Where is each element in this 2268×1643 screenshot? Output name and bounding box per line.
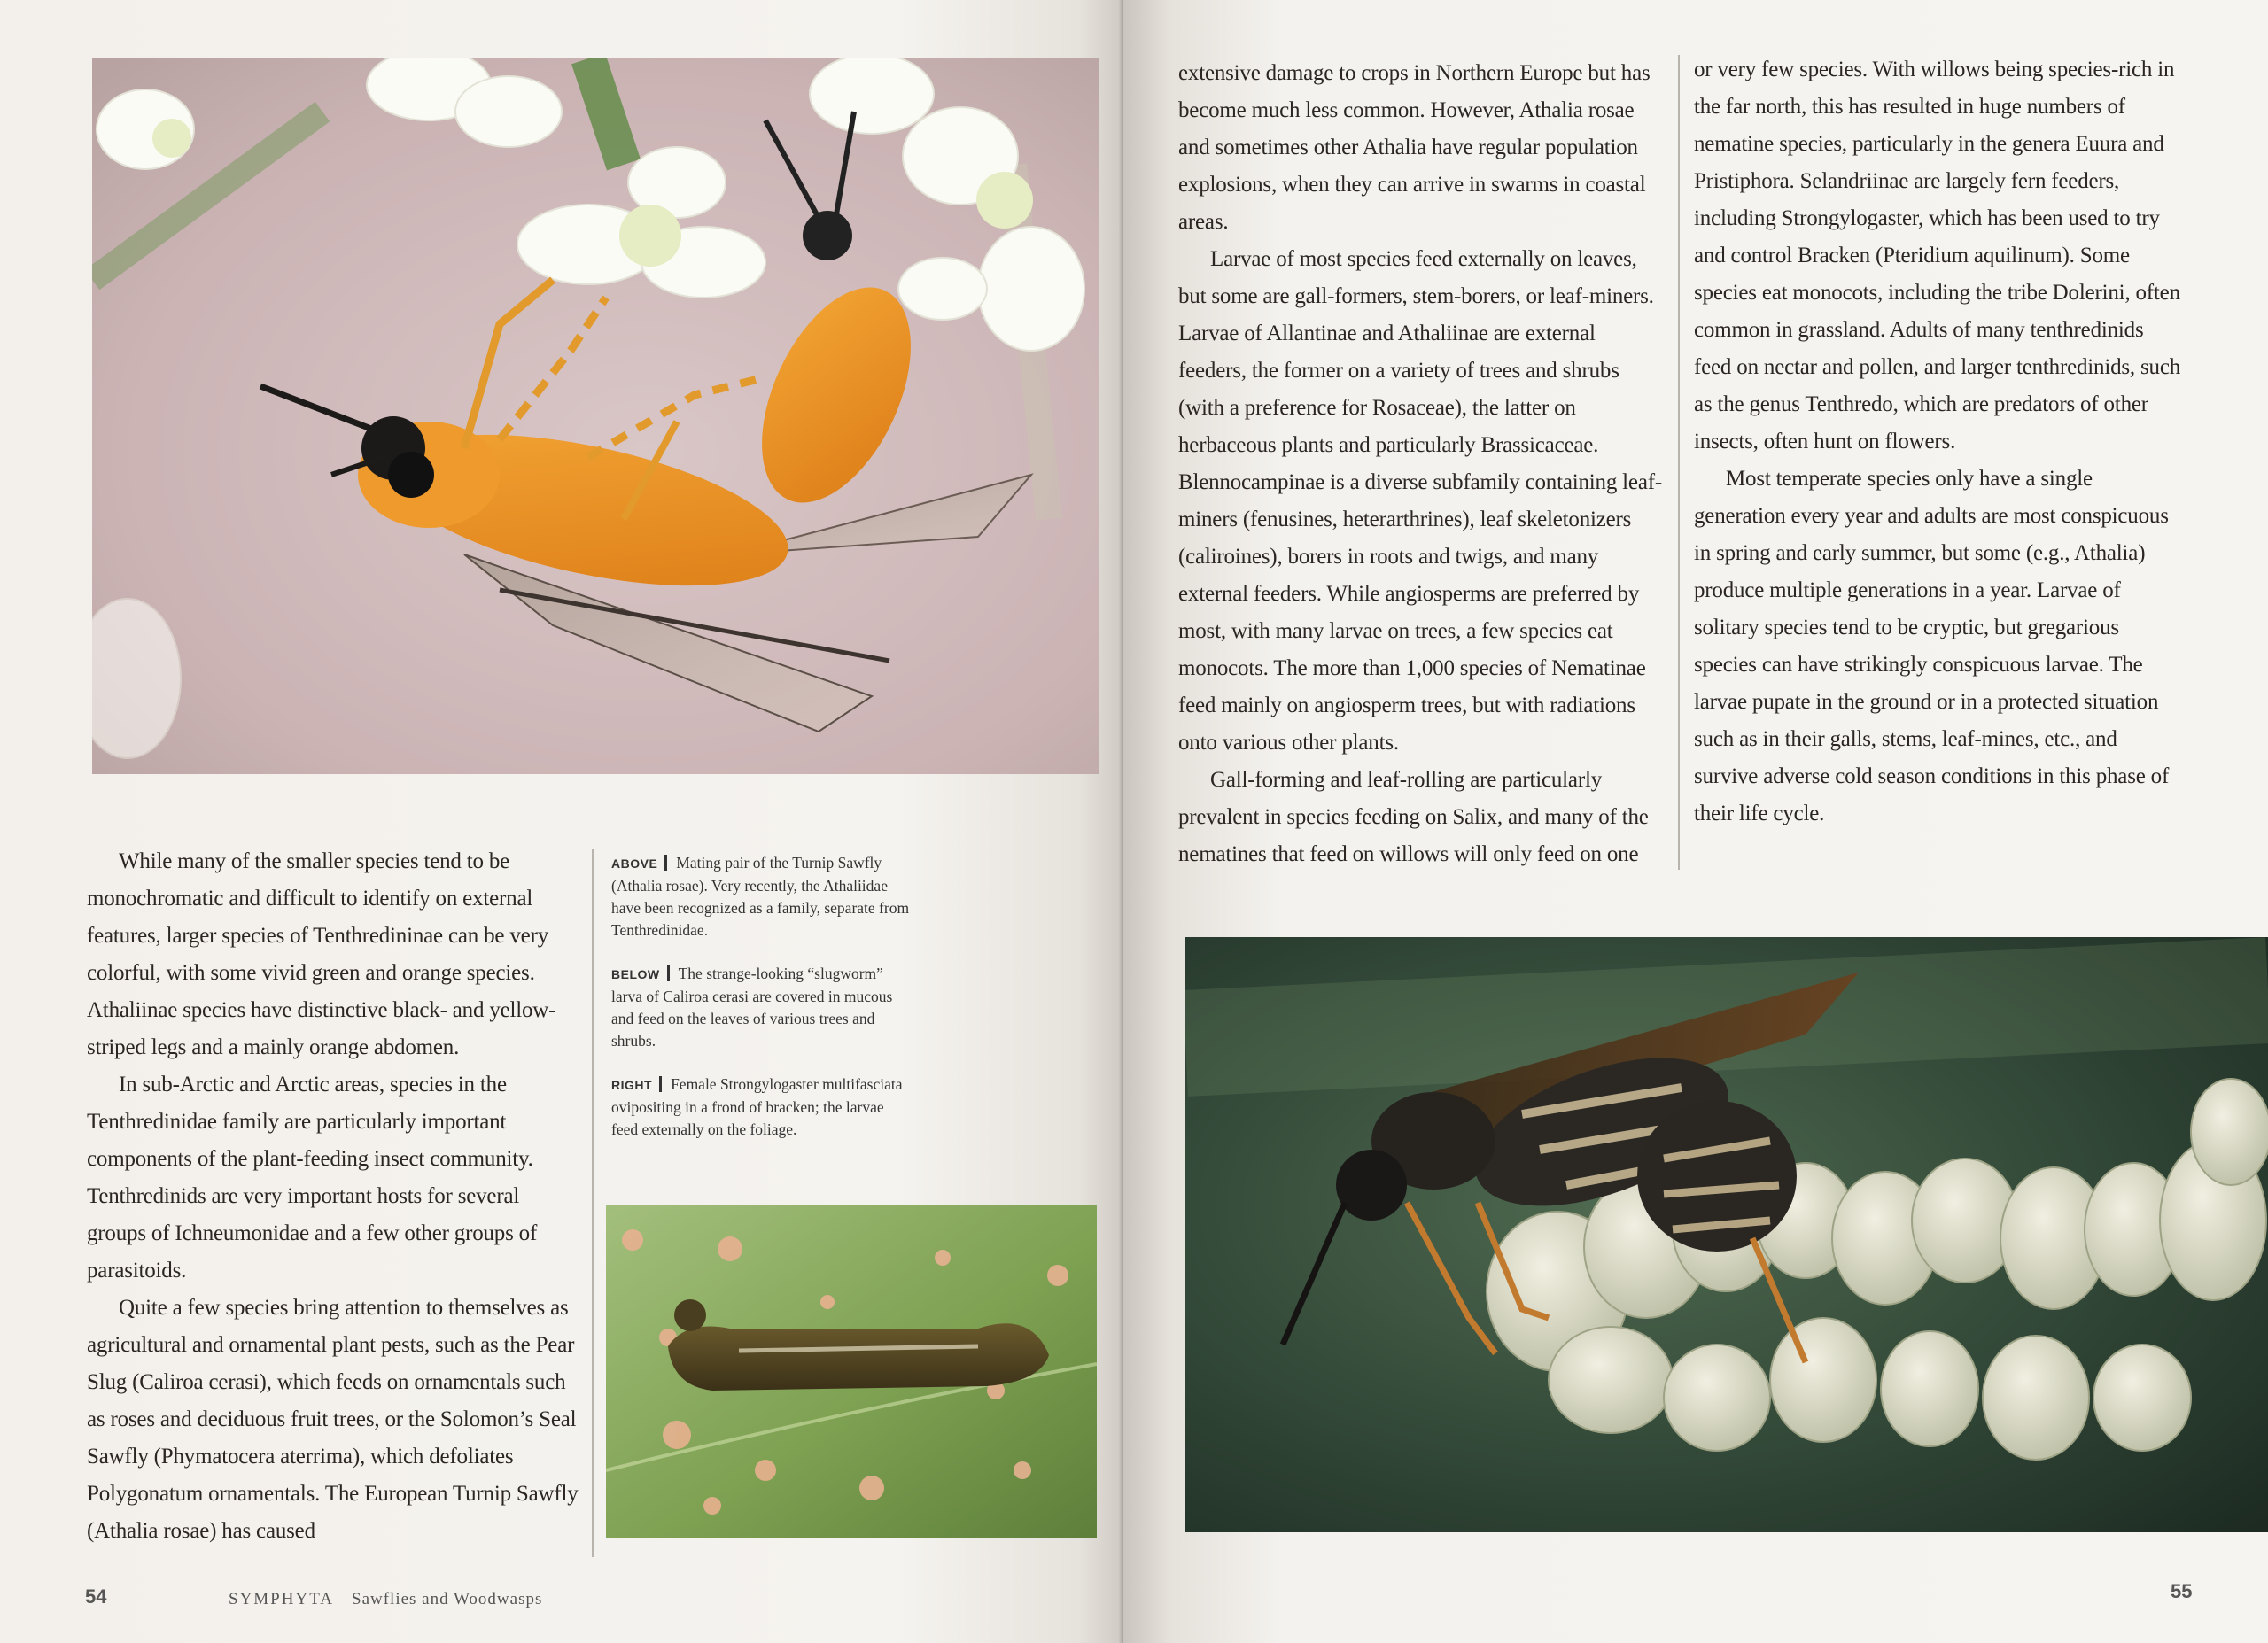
caption-right-label: RIGHT (611, 1078, 653, 1092)
photo-turnip-sawfly (92, 58, 1099, 774)
column-rule-left (592, 849, 594, 1557)
caption-divider (659, 1076, 662, 1092)
caption-below-label: BELOW (611, 967, 660, 981)
photo-strongylogaster (1185, 937, 2268, 1532)
photo-slugworm-larva (606, 1205, 1097, 1538)
right-col1-paragraph-1: extensive damage to crops in Northern Europe but has become much less common. However, Athalia rosae and sometimes other Athalia have regular population explosions, when they can arrive in swarms in coastal areas. (1178, 61, 1651, 234)
caption-divider (667, 965, 670, 981)
captions (611, 852, 913, 1162)
left-paragraph-1: While many of the smaller species tend to be monochromatic and difficult to identify on external features, larger species of Tenthredininae can be very colorful, with some vivid green and orange species. Athaliinae species have distinctive black- and yellow-striped legs and a mainly orange abdomen. (87, 849, 556, 1059)
running-head-subtitle: —Sawflies and Woodwasps (334, 1590, 543, 1608)
right-page (1123, 0, 2268, 1643)
page-number-left: 54 (85, 1585, 107, 1608)
caption-above (611, 852, 913, 942)
caption-above-label: ABOVE (611, 856, 658, 871)
right-column-2 (1694, 51, 2183, 833)
right-col2-paragraph-1: or very few species. With willows being species-rich in the far north, this has resulted in huge numbers of nematine species, particularly in the genera Euura and Pristiphora. Selandriinae are largely fern feeders, including Strongylogaster, which has been used to try and control Bracken (Pteridium aquilinum). Some species eat monocots, including the tribe Dolerini, often common in grassland. Adults of many tenthredinids feed on nectar and pollen, and larger tenthredinids, such as the genus Tenthredo, which are predators of other insects, often hunt on flowers. (1694, 58, 2181, 453)
caption-right (611, 1073, 913, 1141)
left-page (0, 0, 1123, 1643)
left-paragraph-2: In sub-Arctic and Arctic areas, species in the Tenthredinidae family are particularly important components of the plant-feeding insect community. Tenthredinids are very important hosts for several groups of Ichneumonidae and a few other groups of parasitoids. (87, 1073, 538, 1283)
column-rule-right (1678, 55, 1680, 870)
left-body-text (87, 843, 583, 1550)
caption-divider (664, 855, 667, 871)
caption-below-text: The strange-looking “slugworm” larva of Caliroa cerasi are covered in mucous and feed on the leaves of various trees and shrubs. (611, 965, 893, 1050)
right-col1-paragraph-3: Gall-forming and leaf-rolling are particularly prevalent in species feeding on Salix, and many of the nematines that feed on willows will only feed on one (1178, 768, 1649, 866)
turnip-sawfly-illustration (92, 58, 1099, 774)
strongylogaster-illustration (1185, 937, 2268, 1532)
page-number-right: 55 (2171, 1580, 2193, 1602)
right-column-1 (1178, 55, 1664, 873)
caption-below (611, 963, 913, 1052)
running-head (229, 1590, 542, 1609)
right-col2-paragraph-2: Most temperate species only have a single generation every year and adults are most conspicuous in spring and early summer, but some (e.g., Athalia) produce multiple generations in a year. Larvae of solitary species tend to be cryptic, but gregarious species can have strikingly conspicuous larvae. The larvae pupate in the ground or in a protected situation such as in their galls, stems, leaf-mines, etc., and survive adverse cold season conditions in this phase of their life cycle. (1694, 467, 2170, 825)
left-paragraph-3: Quite a few species bring attention to themselves as agricultural and ornamental plant pests, such as the Pear Slug (Caliroa cerasi), which feeds on ornamentals such as roses and deciduous fruit trees, or the Solomon’s Seal Sawfly (Phymatocera aterrima), which defoliates Polygonatum ornamentals. The European Turnip Sawfly (Athalia rosae) has caused (87, 1296, 579, 1543)
caption-above-text: Mating pair of the Turnip Sawfly (Athalia rosae). Very recently, the Athaliidae have been recognized as a family, separate from Tenthredinidae. (611, 854, 910, 939)
right-col1-paragraph-2: Larvae of most species feed externally on leaves, but some are gall-formers, stem-borers, or leaf-miners. Larvae of Allantinae and Athaliinae are external feeders, the former on a variety of trees and shrubs (with a preference for Rosaceae), the latter on herbaceous plants and particularly Brassicaceae. Blennocampinae is a diverse subfamily containing leaf-miners (fenusines, heterarthrines), leaf skeletonizers (caliroines), borers in roots and twigs, and many external feeders. While angiosperms are preferred by most, with many larvae on trees, a few species eat monocots. The more than 1,000 species of Nematinae feed mainly on angiosperm trees, but with radiations onto various other plants. (1178, 247, 1662, 755)
running-head-section: SYMPHYTA (229, 1590, 334, 1608)
slugworm-larva-illustration (606, 1205, 1097, 1538)
caption-right-text: Female Strongylogaster multifasciata ovipositing in a frond of bracken; the larvae feed externally on the foliage. (611, 1075, 903, 1138)
